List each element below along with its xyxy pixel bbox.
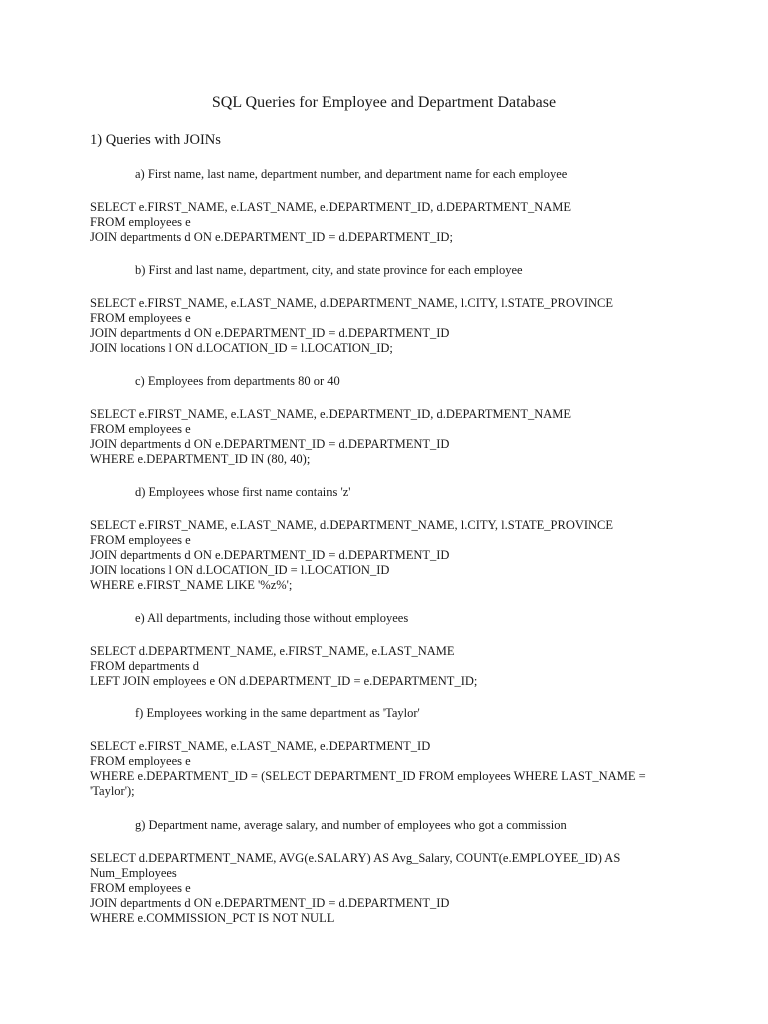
query-code-e (90, 644, 680, 689)
code-line: SELECT e.FIRST_NAME, e.LAST_NAME, e.DEPARTMENT_ID (90, 739, 431, 753)
query-heading-g: g) Department name, average salary, and number of employees who got a commission (135, 818, 567, 832)
code-line: SELECT d.DEPARTMENT_NAME, AVG(e.SALARY) AS Avg_Salary, COUNT(e.EMPLOYEE_ID) AS Num_Employees (90, 851, 621, 880)
code-line: JOIN departments d ON e.DEPARTMENT_ID = d.DEPARTMENT_ID (90, 326, 450, 340)
code-line: JOIN departments d ON e.DEPARTMENT_ID = d.DEPARTMENT_ID (90, 437, 450, 451)
code-line: JOIN locations l ON d.LOCATION_ID = l.LOCATION_ID (90, 563, 390, 577)
section-heading: 1) Queries with JOINs (90, 132, 221, 148)
query-code-b (90, 296, 680, 356)
query-code-f (90, 739, 680, 799)
code-line: FROM employees e (90, 881, 191, 895)
query-code-c (90, 407, 680, 467)
code-line: JOIN departments d ON e.DEPARTMENT_ID = d.DEPARTMENT_ID; (90, 230, 453, 244)
code-line: WHERE e.FIRST_NAME LIKE '%z%'; (90, 578, 293, 592)
code-line: SELECT e.FIRST_NAME, e.LAST_NAME, d.DEPARTMENT_NAME, l.CITY, l.STATE_PROVINCE (90, 296, 614, 310)
code-line: JOIN locations l ON d.LOCATION_ID = l.LOCATION_ID; (90, 341, 393, 355)
query-heading-c: c) Employees from departments 80 or 40 (135, 374, 340, 388)
code-line: SELECT d.DEPARTMENT_NAME, e.FIRST_NAME, e.LAST_NAME (90, 644, 455, 658)
query-code-d (90, 518, 680, 593)
query-heading-f: f) Employees working in the same department as 'Taylor' (135, 706, 420, 720)
code-line: LEFT JOIN employees e ON d.DEPARTMENT_ID = e.DEPARTMENT_ID; (90, 674, 478, 688)
query-heading-e: e) All departments, including those without employees (135, 611, 409, 625)
code-line: JOIN departments d ON e.DEPARTMENT_ID = d.DEPARTMENT_ID (90, 896, 450, 910)
code-line: FROM employees e (90, 215, 191, 229)
code-line: FROM departments d (90, 659, 200, 673)
query-heading-a: a) First name, last name, department number, and department name for each employee (135, 167, 568, 181)
code-line: SELECT e.FIRST_NAME, e.LAST_NAME, e.DEPARTMENT_ID, d.DEPARTMENT_NAME (90, 407, 572, 421)
code-line: WHERE e.COMMISSION_PCT IS NOT NULL (90, 911, 335, 925)
code-line: FROM employees e (90, 754, 191, 768)
code-line: SELECT e.FIRST_NAME, e.LAST_NAME, d.DEPARTMENT_NAME, l.CITY, l.STATE_PROVINCE (90, 518, 614, 532)
document-title: SQL Queries for Employee and Department Database (211, 94, 557, 111)
query-code-g (90, 851, 680, 926)
query-heading-b: b) First and last name, department, city, and state province for each employee (135, 263, 523, 277)
code-line: WHERE e.DEPARTMENT_ID IN (80, 40); (90, 452, 311, 466)
code-line: WHERE e.DEPARTMENT_ID = (SELECT DEPARTMENT_ID FROM employees WHERE LAST_NAME = 'Taylor'); (90, 769, 646, 798)
code-line: FROM employees e (90, 311, 191, 325)
code-line: FROM employees e (90, 422, 191, 436)
code-line: SELECT e.FIRST_NAME, e.LAST_NAME, e.DEPARTMENT_ID, d.DEPARTMENT_NAME (90, 200, 572, 214)
query-code-a (90, 200, 680, 245)
code-line: JOIN departments d ON e.DEPARTMENT_ID = d.DEPARTMENT_ID (90, 548, 450, 562)
query-heading-d: d) Employees whose first name contains 'z' (135, 485, 351, 499)
code-line: FROM employees e (90, 533, 191, 547)
